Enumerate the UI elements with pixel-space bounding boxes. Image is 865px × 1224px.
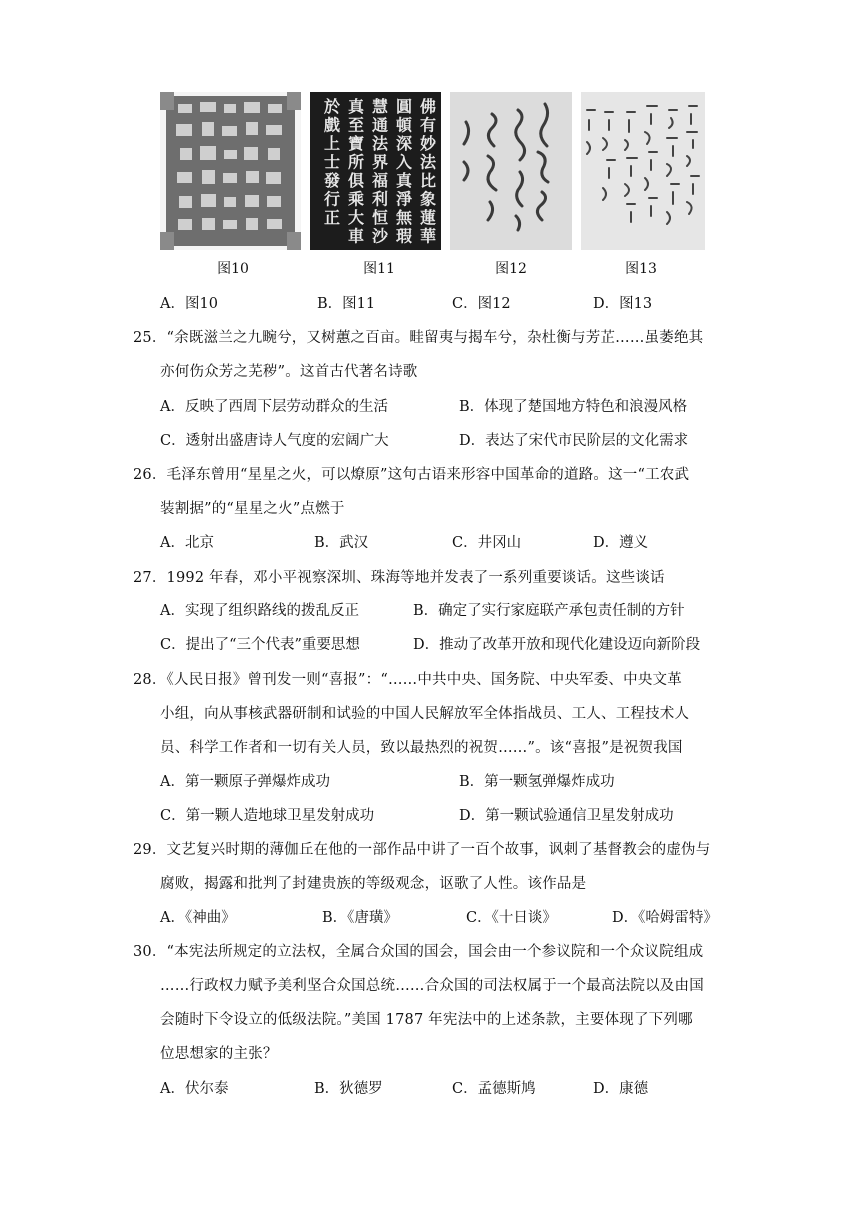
figure-10-image [160,92,301,250]
fig11-glyph: 淨 [395,189,413,209]
q28-option-c: C．第一颗人造地球卫星发射成功 [160,808,375,824]
q30-stem-line-4: 位思想家的主张？ [160,1046,278,1062]
fig11-glyph: 士 [323,152,341,172]
fig11-glyph: 法 [419,152,437,172]
fig11-glyph: 車 [347,226,365,246]
q29-option-b: B．《唐璜》 [322,910,398,926]
fig11-glyph: 有 [419,115,437,135]
fig11-glyph: 俱 [347,171,365,190]
fig11-glyph: 所 [347,152,365,172]
q27-option-c: C．提出了“三个代表”重要思想 [160,637,360,653]
fig11-glyph: 蓮 [419,208,437,227]
fig11-glyph: 華 [419,226,437,246]
q26-option-b: B．武汉 [314,535,369,551]
q30-stem-line-3: 会随时下令设立的低级法院。”美国 1787 年宪法中的上述条款，主要体现了下列哪 [160,1012,693,1028]
fig11-glyph: 通 [371,115,389,135]
q29-stem-line-1: 29．文艺复兴时期的薄伽丘在他的一部作品中讲了一百个故事，讽刺了基督教会的虚伪与 [133,842,711,858]
q30-option-a: A．伏尔泰 [160,1081,229,1097]
q28-stem-line-3: 员、科学工作者和一切有关人员，致以最热烈的祝贺……”。该“喜报”是祝贺我国 [160,740,683,756]
figure-11-caption: 图11 [363,261,395,277]
q30-option-b: B．狄德罗 [314,1081,383,1097]
q26-option-d: D．遵义 [593,535,649,551]
q29-option-a: A．《神曲》 [160,910,236,926]
fig11-glyph: 發 [323,171,341,190]
q27-option-d: D．推动了改革开放和现代化建设迈向新阶段 [413,637,701,653]
q28-option-b: B．第一颗氢弹爆炸成功 [459,774,615,790]
fig11-glyph: 圓 [395,97,413,116]
fig11-glyph: 至 [347,115,365,135]
figure-12-image [450,92,572,250]
fig11-glyph: 界 [371,152,389,172]
fig11-glyph: 真 [347,97,365,116]
q24-option-b: B．图11 [317,296,376,312]
q29-stem-line-2: 腐败，揭露和批判了封建贵族的等级观念，讴歌了人性。该作品是 [160,876,587,892]
fig11-glyph: 乘 [347,189,365,209]
figure-13-image [581,92,705,250]
q26-stem-line-2: 装割据”的“星星之火”点燃于 [160,501,345,517]
fig11-glyph: 瑕 [395,226,413,246]
fig11-glyph: 戲 [323,115,341,135]
fig11-glyph: 妙 [419,134,437,153]
q30-stem-line-2: ……行政权力赋予美利坚合众国总统……合众国的司法权属于一个最高法院以及由国 [160,978,704,994]
q26-option-a: A．北京 [160,535,214,551]
q29-option-d: D．《哈姆雷特》 [612,910,718,926]
fig11-glyph: 慧 [371,97,389,116]
q30-stem-line-1: 30．“本宪法所规定的立法权，全属合众国的国会，国会由一个参议院和一个众议院组成 [133,944,704,960]
q25-stem-line-2: 亦何伤众芳之芜秽”。这首古代著名诗歌 [160,364,418,380]
q25-option-a: A．反映了西周下层劳动群众的生活 [160,399,388,415]
q25-option-d: D．表达了宋代市民阶层的文化需求 [459,433,689,449]
q28-stem-line-2: 小组，向从事核武器研制和试验的中国人民解放军全体指战员、工人、工程技术人 [160,706,690,722]
figure-12-caption: 图12 [495,261,527,277]
fig11-glyph: 象 [419,189,437,209]
fig11-glyph: 頓 [395,115,413,135]
q30-option-c: C．孟德斯鸠 [452,1081,536,1097]
calligraphy-figures [160,92,705,252]
fig11-glyph: 真 [395,171,413,190]
q29-option-c: C．《十日谈》 [466,910,557,926]
q28-stem-line-1: 28．《人民日报》曾刊发一则“喜报”：“……中共中央、国务院、中央军委、中央文革 [133,672,682,688]
figure-11-image [310,92,441,250]
fig11-glyph: 寶 [347,134,365,153]
fig11-glyph: 入 [395,152,413,172]
fig11-glyph: 沙 [371,226,389,246]
q26-option-c: C．井冈山 [452,535,522,551]
fig11-glyph: 比 [419,171,437,190]
fig11-glyph: 恒 [371,208,389,227]
q24-option-d: D．图13 [593,296,653,312]
figure-13-caption: 图13 [625,261,657,277]
q25-option-b: B．体现了楚国地方特色和浪漫风格 [459,399,688,415]
fig11-glyph: 上 [323,134,341,153]
q25-stem-line-1: 25．“余既滋兰之九畹兮，又树蕙之百亩。畦留夷与揭车兮，杂杜衡与芳芷……虽萎绝其 [133,330,704,346]
q25-option-c: C．透射出盛唐诗人气度的宏阔广大 [160,433,389,449]
q27-option-b: B．确定了实行家庭联产承包责任制的方针 [413,603,685,619]
q24-option-a: A．图10 [160,296,218,312]
fig11-glyph: 利 [371,189,389,209]
figure-10-caption: 图10 [217,261,249,277]
q24-option-c: C．图12 [452,296,511,312]
q27-stem-line-1: 27．1992 年春，邓小平视察深圳、珠海等地并发表了一系列重要谈话。这些谈话 [133,570,665,586]
q28-option-a: A．第一颗原子弹爆炸成功 [160,774,330,790]
fig11-glyph: 於 [323,97,341,116]
fig11-glyph: 正 [323,208,341,227]
fig11-glyph: 法 [371,134,389,153]
q28-option-d: D．第一颗试验通信卫星发射成功 [459,808,674,824]
fig11-glyph: 佛 [419,97,437,116]
fig11-glyph: 行 [323,189,341,209]
q30-option-d: D．康德 [593,1081,649,1097]
q26-stem-line-1: 26．毛泽东曾用“星星之火，可以燎原”这句古语来形容中国革命的道路。这一“工农武 [133,467,690,483]
q27-option-a: A．实现了组织路线的拨乱反正 [160,603,359,619]
fig11-glyph: 大 [347,208,365,227]
fig11-glyph: 深 [395,134,413,153]
fig11-glyph: 無 [395,208,413,227]
fig11-glyph: 福 [371,171,389,190]
